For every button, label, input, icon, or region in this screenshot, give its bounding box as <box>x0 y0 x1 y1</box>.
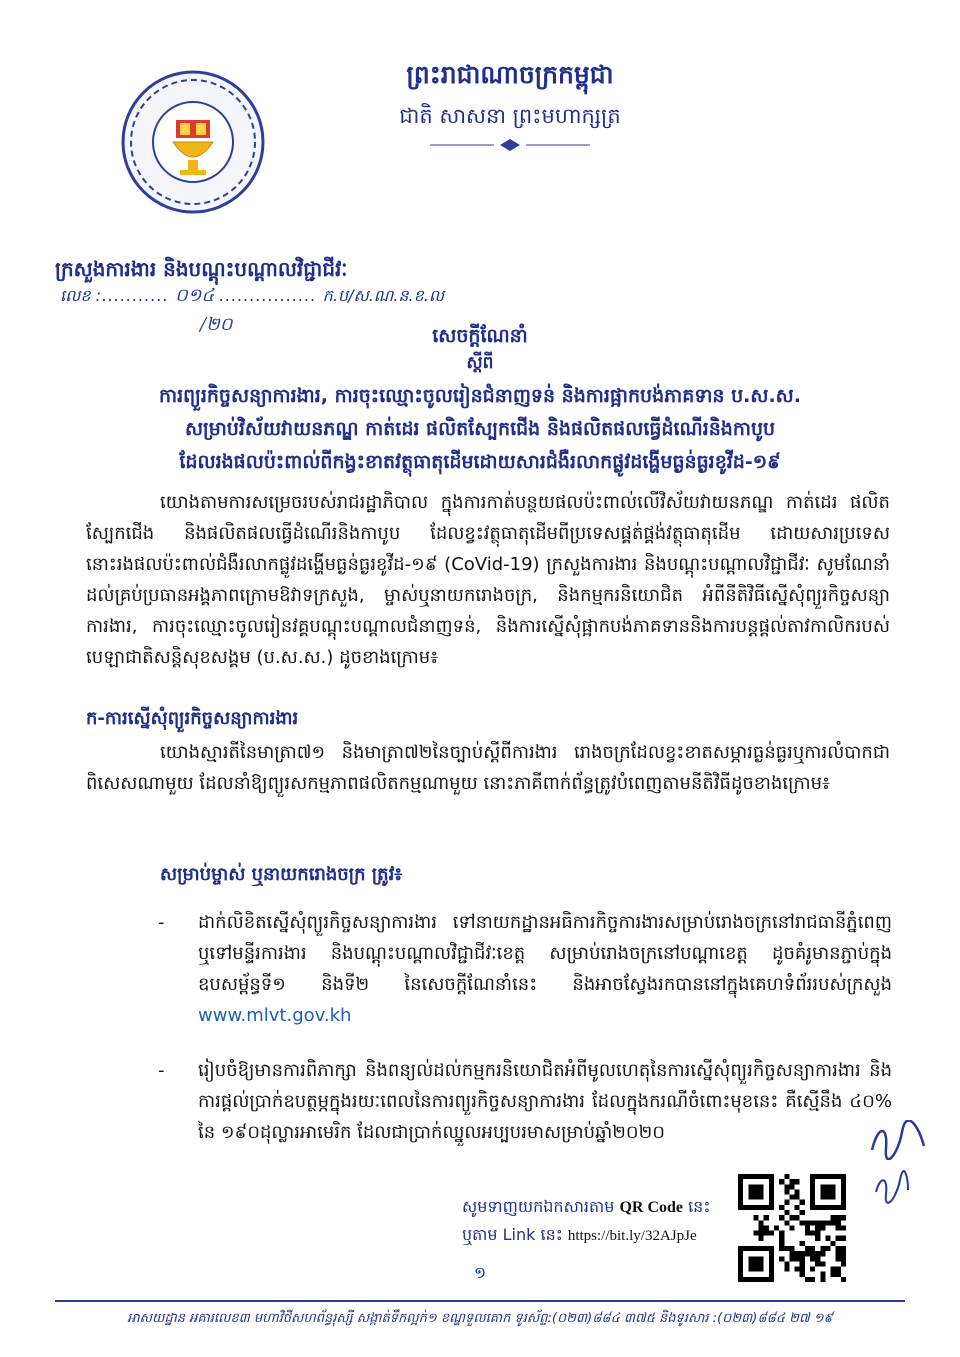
handwritten-initials <box>868 1120 928 1160</box>
qr-instruction-suffix: នេះ <box>688 1197 711 1216</box>
reference-handwritten-number: ០១៤ <box>174 285 215 306</box>
qr-instruction-prefix: សូមទាញយកឯកសារតាម <box>462 1197 615 1216</box>
list-item <box>158 1055 892 1148</box>
bullet-mark: - <box>158 912 165 933</box>
ministry-seal-logo <box>118 62 268 222</box>
bullet-2-text: រៀបចំឱ្យមានការពិភាក្សា និងពន្យល់ដល់កម្មករនិយោជិតអំពីមូលហេតុនៃការស្នើសុំព្យួរកិច្ចសន្យាការងារ និងការផ្តល់ប្រាក់ឧបត្ថម្ភក្នុងរយៈពេលនៃការព្យួរកិច្ចសន្យាការងារ ដែលក្នុងករណីចំពោះមុខនេះ គឺស្មើនឹង ៤០% នៃ ១៩០ដុល្លារអាមេរិក ដែលជាប្រាក់ឈ្នួលអប្បបរមាសម្រាប់ឆ្នាំ២០២០ <box>198 1060 892 1143</box>
document-type-title: សេចក្តីណែនាំ <box>432 325 528 347</box>
footer-address: អាសយដ្ឋាន អគារលេខ៣ មហាវិថីសហព័ន្ធរុស្សី សង្កាត់ទឹកល្អក់១ ខណ្ឌទួលគោក ទូរស័ព្ទ:(០២៣)៨៨៤ ៣៧៥ និងទូរសារ :(០២៣)៨៨៤ ២៧ ១៩ <box>127 1311 833 1326</box>
section-a-paragraph: យោងស្មារតីនៃមាត្រា៧១ និងមាត្រា៧២នៃច្បាប់ស្តីពីការងារ រោងចក្រដែលខ្វះខាតសម្ភារធ្ងន់ធ្ងរឬការលំបាកជាពិសេសណាមួយ ដែលនាំឱ្យព្យួរសកម្មភាពផលិតកម្មណាមួយ នោះភាគីពាក់ព័ន្ធត្រូវបំពេញតាមនីតិវិធីដូចខាងក្រោម៖ <box>86 742 890 794</box>
reference-suffix: ក.ប/ស.ណ.ន.ខ.ល <box>322 286 445 305</box>
handwritten-initials <box>872 1170 912 1204</box>
qr-code[interactable] <box>738 1174 846 1282</box>
page-number: ១ <box>473 1263 487 1282</box>
link-instruction <box>462 1224 697 1248</box>
kingdom-heading: ព្រះរាជាណាចក្រកម្ពុជា <box>406 60 614 89</box>
qr-instruction-strong: QR Code <box>619 1199 683 1216</box>
ministry-website-link[interactable]: www.mlvt.gov.kh <box>198 1005 352 1026</box>
bullet-mark: - <box>158 1060 165 1081</box>
reference-label: លេខ <box>60 286 91 305</box>
title-subject-line-2: សម្រាប់វិស័យវាយនភណ្ឌ កាត់ដេរ ផលិតស្បែកជើង និងផលិតផលធ្វើដំណើរនិងកាបូប <box>184 418 776 440</box>
footer-divider <box>55 1300 905 1302</box>
link-instruction-prefix: ឬតាម Link នេះ <box>462 1225 563 1244</box>
title-subject-label: ស្តីពី <box>466 353 494 373</box>
short-url-link[interactable]: https://bit.ly/32AJpJe <box>567 1228 697 1244</box>
employer-subheading: សម្រាប់ម្ចាស់ ឬនាយករោងចក្រ ត្រូវ៖ <box>160 864 403 885</box>
intro-paragraph: យោងតាមការសម្រេចរបស់រាជរដ្ឋាភិបាល ក្នុងការកាត់បន្ថយផលប៉ះពាល់លើវិស័យវាយនភណ្ឌ កាត់ដេរ ផលិតស្បែកជើង និងផលិតផលធ្វើដំណើរនិងកាបូប ដែលខ្វះវត្ថុធាតុដើមពីប្រទេសផ្គត់ផ្គង់វត្ថុធាតុដើម ដោយសារប្រទេសនោះរងផលប៉ះពាល់ជំងឺរលាកផ្លូវដង្ហើមធ្ងន់ធ្ងរខូវីដ-១៩ (CoVid-19) ក្រសួងការងារ និងបណ្តុះបណ្តាលវិជ្ជាជីវៈ សូមណែនាំដល់គ្រប់ប្រធានអង្គភាពក្រោមឱវាទក្រសួង, ម្ចាស់ឬនាយករោងចក្រ, និងកម្មករនិយោជិត អំពីនីតិវិធីស្នើសុំព្យួរកិច្ចសន្យាការងារ, ការចុះឈ្មោះចូលរៀនវគ្គបណ្តុះបណ្តាលជំនាញទន់, និងការស្នើសុំផ្អាកបង់ភាគទាននិងការបន្តផ្តល់តាវកាលិករបស់បេឡាជាតិសន្តិសុខសង្គម (ប.ស.ស.) ដូចខាងក្រោម៖ <box>86 492 890 668</box>
section-a-heading: ក-ការស្នើសុំព្យួរកិច្ចសន្យាការងារ <box>86 708 299 729</box>
ornament-divider <box>430 138 590 152</box>
reference-number: លេខ :........... ០១៤ ................ ក.ប/ស.ណ.ន.ខ.ល <box>60 285 445 306</box>
qr-download-instruction <box>462 1196 710 1220</box>
title-subject-line-3: ដែលរងផលប៉ះពាល់ពីកង្វះខាតវត្ថុធាតុដើមដោយសារជំងឺរលាកផ្លូវដង្ហើមធ្ងន់ធ្ងរខូវីដ-១៩ <box>179 451 781 473</box>
bullet-1-text: ដាក់លិខិតស្នើសុំព្យួរកិច្ចសន្យាការងារ ទៅនាយកដ្ឋានអធិការកិច្ចការងារសម្រាប់រោងចក្រនៅរាជធានីភ្នំពេញ ឬទៅមន្ទីរការងារ និងបណ្តុះបណ្តាលវិជ្ជាជីវៈខេត្ត សម្រាប់រោងចក្រនៅបណ្តាខេត្ត ដូចគំរូមានភ្ជាប់ក្នុងឧបសម្ព័ន្ធទី១ និងទី២ នៃសេចក្តីណែនាំនេះ និងអាចស្វែងរកបាននៅក្នុងគេហទំព័ររបស់ក្រសួង <box>198 912 892 995</box>
national-motto: ជាតិ សាសនា ព្រះមហាក្សត្រ <box>399 104 621 128</box>
ministry-name: ក្រសួងការងារ និងបណ្តុះបណ្តាលវិជ្ជាជីវៈ <box>55 257 348 281</box>
reference-year: /២០ <box>200 314 233 335</box>
title-subject-line-1: ការព្យួរកិច្ចសន្យាការងារ, ការចុះឈ្មោះចូលរៀនជំនាញទន់ និងការផ្អាកបង់ភាគទាន ប.ស.ស. <box>158 385 801 407</box>
list-item <box>158 907 892 1031</box>
